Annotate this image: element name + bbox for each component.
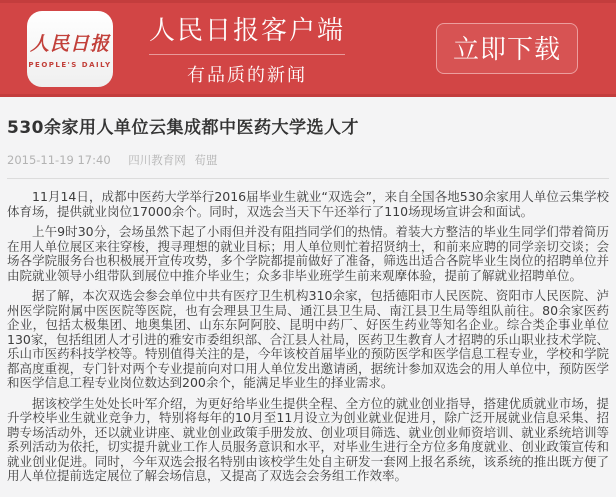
banner-title-divider (149, 54, 345, 55)
download-app-button[interactable]: 立即下载 (436, 23, 578, 74)
article-paragraph: 据该校学生处处长叶军介绍，为更好给毕业生提供全程、全方位的就业创业指导，搭建优质就业市场，提升学校毕业生就业竞争力，特别将每年的10月至11月设立为创业就业促进月，除广泛开展就业信息采集、招聘专场活动外，还以就业讲座、就业创业政策手册发放、创业项目筛选、就业创业师资培训、就业系统培训等系列活动为依托，切实提升就业工作人员服务意识和水平，对毕业生进行全方位多角度就业、创业政策宣传和就业创业促进。同时，今年双选会报名特别由该校学生处自主研发一套网上报名系统，该系统的推出既方便了用人单位提前选定展位了解会场信息，又提高了双选会会务组工作效率。 (7, 395, 609, 483)
publish-timestamp: 2015-11-19 17:40 (7, 153, 111, 167)
peoples-daily-logo-cn: 人民日报 (29, 32, 110, 55)
article-meta (7, 152, 609, 168)
article-paragraph: 11月14日，成都中医药大学举行2016届毕业生就业“双选会”，来自全国各地530余家用人单位云集学校体育场，提供就业岗位17000余个。同时，双选会当天下午还举行了110场现场宣讲会和面试。 (7, 189, 609, 219)
article-title: 530余家用人单位云集成都中医药大学选人才 (7, 118, 359, 138)
peoples-daily-logo-en: PEOPLE'S DAILY (28, 60, 112, 69)
meta-divider-line (7, 178, 609, 179)
banner-titles (149, 10, 345, 87)
app-download-banner (0, 0, 616, 97)
article-source: 四川教育网 (128, 153, 186, 167)
app-tagline: 有品质的新闻 (187, 65, 307, 86)
peoples-daily-app-icon (27, 11, 113, 87)
article (0, 113, 616, 484)
article-body (7, 190, 609, 484)
article-author: 荀盟 (194, 153, 218, 167)
article-paragraph: 据了解，本次双选会参会单位中共有医疗卫生机构310余家，包括德阳市人民医院、资阳市人民医院、泸州医学院附属中医医院等医院，也有会理县卫生局、通江县卫生局、南江县卫生局等组队前往。80余家医药企业，包括太极集团、地奥集团、山东东阿阿胶、昆明中药厂、好医生药业等知名企业。综合类企事业单位130家，包括组团人才引进的雅安市委组织部、合江县人社局，医药卫生教育人才招聘的乐山职业技术学院、乐山市医药科技学校等。特别值得关注的是，今年该校首届毕业的预防医学和医学信息工程专业，学校和学院都高度重视，专门针对两个专业提前向对口用人单位发出邀请函，据统计参加双选会的用人单位中，预防医学和医学信息工程专业岗位数达到200余个，能满足毕业生的择业需求。 (7, 288, 609, 390)
article-paragraph: 上午9时30分，会场虽然下起了小雨但并没有阻挡同学们的热情。着装大方整洁的毕业生同学们带着简历在用人单位展区来往穿梭，搜寻理想的就业目标；用人单位则忙着招贤纳士，和前来应聘的同学亲切交谈；会场各学院服务台也积极展开宣传攻势，多个学院都提前做好了准备，筛选出适合各院毕业生岗位的招聘单位并由院就业领导小组带队到展位中推介毕业生；众多非毕业班学生前来观摩体验，提前了解就业招聘单位。 (7, 224, 609, 283)
app-title: 人民日报客户端 (149, 16, 346, 46)
